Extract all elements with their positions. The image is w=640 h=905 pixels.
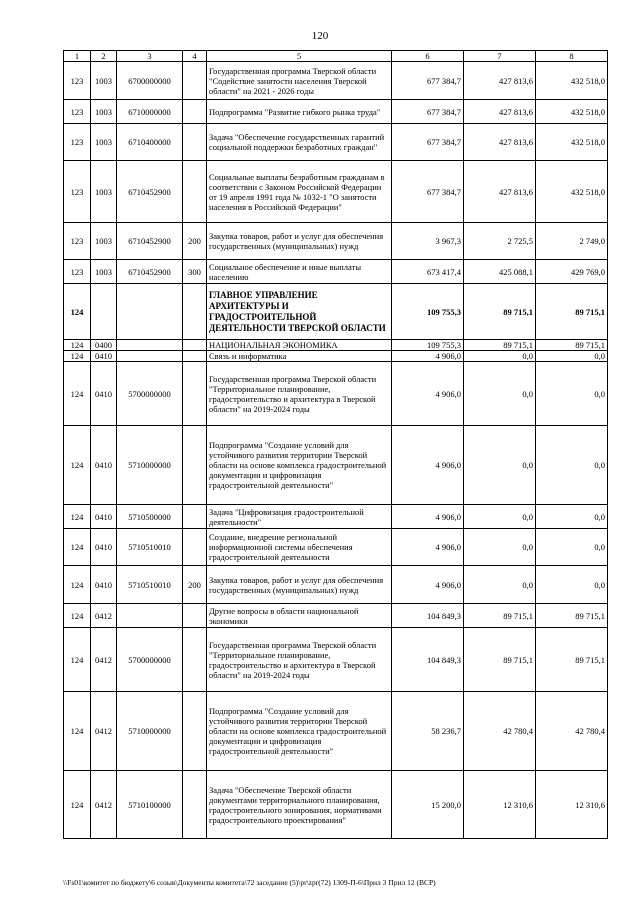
amount-col-8: 2 749,0 <box>536 223 608 260</box>
table-row <box>64 351 608 362</box>
target-code: 5710000000 <box>117 426 183 505</box>
target-code: 6710452900 <box>117 223 183 260</box>
amount-col-8: 429 769,0 <box>536 260 608 284</box>
amount-col-7: 89 715,1 <box>464 604 536 628</box>
target-code <box>117 351 183 362</box>
item-name: Подпрограмма "Создание условий для устойчивого развития территории Тверской области на основе комплекса градостроительной документации и цифровизация градостроительной деятельности" <box>207 426 392 505</box>
item-name: Закупка товаров, работ и услуг для обеспечения государственных (муниципальных) нужд <box>207 566 392 604</box>
section-code: 0410 <box>91 529 117 566</box>
table-row <box>64 426 608 505</box>
chapter-code: 124 <box>64 284 91 340</box>
amount-col-8: 432 518,0 <box>536 100 608 124</box>
section-code <box>91 284 117 340</box>
header-col-6: 6 <box>392 51 464 62</box>
amount-col-8: 0,0 <box>536 351 608 362</box>
table-body <box>64 51 608 839</box>
section-code: 0412 <box>91 771 117 839</box>
target-code: 6710000000 <box>117 100 183 124</box>
chapter-code: 124 <box>64 771 91 839</box>
expense-type <box>183 340 207 351</box>
item-name: Государственная программа Тверской области "Содействие занятости населения Тверской области" на 2021 - 2026 годы <box>207 62 392 100</box>
amount-col-6: 4 906,0 <box>392 426 464 505</box>
section-code: 0410 <box>91 351 117 362</box>
header-col-7: 7 <box>464 51 536 62</box>
amount-col-7: 42 780,4 <box>464 692 536 771</box>
section-code: 0410 <box>91 362 117 426</box>
table-row <box>64 529 608 566</box>
amount-col-7: 0,0 <box>464 426 536 505</box>
chapter-code: 124 <box>64 529 91 566</box>
expense-type <box>183 362 207 426</box>
table-row <box>64 604 608 628</box>
amount-col-8: 0,0 <box>536 426 608 505</box>
table-row <box>64 161 608 223</box>
item-name: Подпрограмма "Создание условий для устойчивого развития территории Тверской области на основе комплекса градостроительной документации и цифровизация градостроительной деятельности" <box>207 692 392 771</box>
amount-col-8: 432 518,0 <box>536 62 608 100</box>
expense-type: 300 <box>183 260 207 284</box>
table-row <box>64 223 608 260</box>
amount-col-6: 3 967,3 <box>392 223 464 260</box>
amount-col-6: 677 384,7 <box>392 62 464 100</box>
item-name: Создание, внедрение региональной информационной системы обеспечения градостроительной деятельности <box>207 529 392 566</box>
budget-table <box>63 50 608 839</box>
amount-col-7: 427 813,6 <box>464 161 536 223</box>
expense-type <box>183 426 207 505</box>
table-row <box>64 362 608 426</box>
table-row <box>64 340 608 351</box>
chapter-code: 124 <box>64 505 91 529</box>
file-path-footer: \\Fs01\комитет по бюджету\6 созыв\Документы комитета\72 заседание (5)\pr\zpr(72) 1309-П-6\Прил 3 Прил 12 (ВСР) <box>63 878 436 887</box>
table-row <box>64 62 608 100</box>
chapter-code: 124 <box>64 604 91 628</box>
expense-type <box>183 124 207 161</box>
section-code: 1003 <box>91 62 117 100</box>
amount-col-7: 89 715,1 <box>464 340 536 351</box>
amount-col-6: 109 755,3 <box>392 284 464 340</box>
item-name: Связь и информатика <box>207 351 392 362</box>
expense-type: 200 <box>183 566 207 604</box>
amount-col-7: 12 310,6 <box>464 771 536 839</box>
item-name: Социальные выплаты безработным гражданам в соответствии с Законом Российской Федерации от 19 апреля 1991 года № 1032-1 "О занятости населения в Российской Федерации" <box>207 161 392 223</box>
amount-col-6: 4 906,0 <box>392 362 464 426</box>
item-name: Закупка товаров, работ и услуг для обеспечения государственных (муниципальных) нужд <box>207 223 392 260</box>
amount-col-8: 0,0 <box>536 505 608 529</box>
amount-col-7: 427 813,6 <box>464 100 536 124</box>
target-code: 6710400000 <box>117 124 183 161</box>
expense-type <box>183 771 207 839</box>
expense-type <box>183 628 207 692</box>
amount-col-8: 0,0 <box>536 566 608 604</box>
header-col-4: 4 <box>183 51 207 62</box>
target-code: 6710452900 <box>117 260 183 284</box>
item-name: Государственная программа Тверской области "Территориальное планирование, градостроительство и архитектура в Тверской области" на 2019-2024 годы <box>207 628 392 692</box>
expense-type <box>183 529 207 566</box>
table-row <box>64 284 608 340</box>
amount-col-6: 4 906,0 <box>392 505 464 529</box>
item-name: Задача "Цифровизация градостроительной деятельности" <box>207 505 392 529</box>
amount-col-6: 58 236,7 <box>392 692 464 771</box>
table-row <box>64 692 608 771</box>
chapter-code: 123 <box>64 223 91 260</box>
section-code: 0412 <box>91 628 117 692</box>
item-name: Задача "Обеспечение государственных гарантий социальной поддержки безработных граждан" <box>207 124 392 161</box>
amount-col-8: 12 310,6 <box>536 771 608 839</box>
amount-col-6: 104 849,3 <box>392 604 464 628</box>
amount-col-6: 109 755,3 <box>392 340 464 351</box>
chapter-code: 123 <box>64 100 91 124</box>
target-code <box>117 340 183 351</box>
table-row <box>64 100 608 124</box>
amount-col-7: 0,0 <box>464 505 536 529</box>
expense-type <box>183 604 207 628</box>
target-code: 5710000000 <box>117 692 183 771</box>
header-col-1: 1 <box>64 51 91 62</box>
amount-col-6: 4 906,0 <box>392 566 464 604</box>
table-row <box>64 505 608 529</box>
amount-col-8: 89 715,1 <box>536 628 608 692</box>
amount-col-6: 104 849,3 <box>392 628 464 692</box>
target-code <box>117 604 183 628</box>
expense-type <box>183 505 207 529</box>
section-code: 1003 <box>91 223 117 260</box>
amount-col-6: 15 200,0 <box>392 771 464 839</box>
amount-col-7: 425 088,1 <box>464 260 536 284</box>
chapter-code: 124 <box>64 340 91 351</box>
column-number-header <box>64 51 608 62</box>
amount-col-6: 677 384,7 <box>392 124 464 161</box>
amount-col-6: 673 417,4 <box>392 260 464 284</box>
amount-col-7: 427 813,6 <box>464 124 536 161</box>
target-code: 5710510010 <box>117 566 183 604</box>
chapter-code: 124 <box>64 351 91 362</box>
table-row <box>64 260 608 284</box>
chapter-code: 123 <box>64 62 91 100</box>
amount-col-8: 89 715,1 <box>536 340 608 351</box>
chapter-code: 124 <box>64 628 91 692</box>
section-code: 0410 <box>91 426 117 505</box>
expense-type <box>183 284 207 340</box>
target-code: 5700000000 <box>117 628 183 692</box>
section-code: 0412 <box>91 692 117 771</box>
item-name: Задача "Обеспечение Тверской области документами территориального планирования, градостроительного зонирования, нормативами градостроительного проектирования" <box>207 771 392 839</box>
section-code: 0412 <box>91 604 117 628</box>
table-row <box>64 628 608 692</box>
page-number: 120 <box>311 30 329 42</box>
item-name: ГЛАВНОЕ УПРАВЛЕНИЕ АРХИТЕКТУРЫ И ГРАДОСТРОИТЕЛЬНОЙ ДЕЯТЕЛЬНОСТИ ТВЕРСКОЙ ОБЛАСТИ <box>207 284 392 340</box>
amount-col-7: 0,0 <box>464 362 536 426</box>
header-col-2: 2 <box>91 51 117 62</box>
amount-col-7: 89 715,1 <box>464 628 536 692</box>
amount-col-7: 0,0 <box>464 566 536 604</box>
section-code: 1003 <box>91 161 117 223</box>
table-row <box>64 124 608 161</box>
amount-col-8: 432 518,0 <box>536 124 608 161</box>
amount-col-8: 42 780,4 <box>536 692 608 771</box>
item-name: Государственная программа Тверской области "Территориальное планирование, градостроительство и архитектура в Тверской области" на 2019-2024 годы <box>207 362 392 426</box>
amount-col-6: 677 384,7 <box>392 100 464 124</box>
header-col-3: 3 <box>117 51 183 62</box>
item-name: НАЦИОНАЛЬНАЯ ЭКОНОМИКА <box>207 340 392 351</box>
amount-col-7: 89 715,1 <box>464 284 536 340</box>
header-col-5: 5 <box>207 51 392 62</box>
item-name: Другие вопросы в области национальной экономики <box>207 604 392 628</box>
section-code: 0410 <box>91 505 117 529</box>
target-code: 5710500000 <box>117 505 183 529</box>
target-code: 5710100000 <box>117 771 183 839</box>
amount-col-8: 0,0 <box>536 529 608 566</box>
chapter-code: 124 <box>64 692 91 771</box>
section-code: 1003 <box>91 100 117 124</box>
amount-col-7: 427 813,6 <box>464 62 536 100</box>
section-code: 0410 <box>91 566 117 604</box>
header-col-8: 8 <box>536 51 608 62</box>
expense-type: 200 <box>183 223 207 260</box>
target-code: 6710452900 <box>117 161 183 223</box>
target-code: 5710510010 <box>117 529 183 566</box>
expense-type <box>183 62 207 100</box>
chapter-code: 124 <box>64 362 91 426</box>
expense-type <box>183 100 207 124</box>
amount-col-7: 2 725,5 <box>464 223 536 260</box>
amount-col-8: 0,0 <box>536 362 608 426</box>
amount-col-6: 4 906,0 <box>392 529 464 566</box>
amount-col-7: 0,0 <box>464 351 536 362</box>
amount-col-8: 89 715,1 <box>536 604 608 628</box>
table-row <box>64 771 608 839</box>
target-code <box>117 284 183 340</box>
expense-type <box>183 692 207 771</box>
chapter-code: 124 <box>64 566 91 604</box>
amount-col-6: 677 384,7 <box>392 161 464 223</box>
expense-type <box>183 351 207 362</box>
item-name: Подпрограмма "Развитие гибкого рынка труда" <box>207 100 392 124</box>
table-row <box>64 566 608 604</box>
chapter-code: 123 <box>64 124 91 161</box>
expense-type <box>183 161 207 223</box>
amount-col-8: 432 518,0 <box>536 161 608 223</box>
chapter-code: 123 <box>64 161 91 223</box>
target-code: 6700000000 <box>117 62 183 100</box>
item-name: Социальное обеспечение и иные выплаты населению <box>207 260 392 284</box>
section-code: 0400 <box>91 340 117 351</box>
chapter-code: 124 <box>64 426 91 505</box>
section-code: 1003 <box>91 260 117 284</box>
amount-col-6: 4 906,0 <box>392 351 464 362</box>
target-code: 5700000000 <box>117 362 183 426</box>
section-code: 1003 <box>91 124 117 161</box>
chapter-code: 123 <box>64 260 91 284</box>
amount-col-8: 89 715,1 <box>536 284 608 340</box>
amount-col-7: 0,0 <box>464 529 536 566</box>
